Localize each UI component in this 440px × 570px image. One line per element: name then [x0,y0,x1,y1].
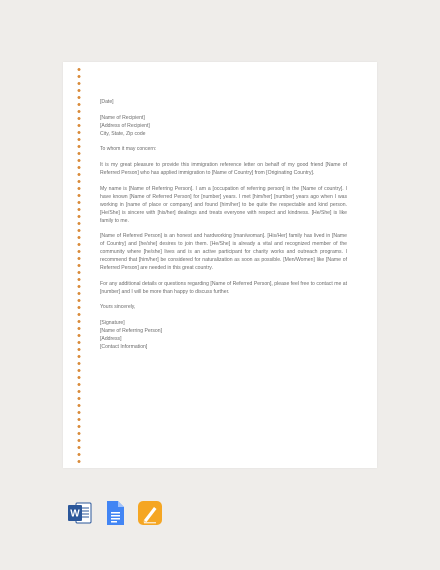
paragraph-character: [Name of Referred Person] is an honest and hardworking [man/woman]. [His/Her] family has lived in [Name of Country] and [he/she] desires to join them. [He/She] is already a vital and recognized member of the community where [he/she] lives and is an active participant for charity works and outreach programs. I recommend that [him/her] be considered for naturalization as soon as possible. [Men/Women] like [Name of Referred Person] are needed in this great country. [100,233,347,271]
letter-page [63,62,377,468]
paragraph-contact: For any additional details or questions regarding [Name of Referred Person], please feel free to contact me at [number] and I will be more than happy to discuss further. [100,280,347,295]
google-docs-icon[interactable] [102,500,128,526]
signer-contact: [Contact Information] [100,343,148,350]
closing: Yours sincerely, [100,304,136,311]
letter-date: [Date] [100,99,114,105]
paragraph-intro: It is my great pleasure to provide this immigration reference letter on behalf of my good friend [Name of Referred Person] who has applied immigration to [Name of Country] from [Originating Country]. [100,162,347,177]
recipient-address: [Address of Recipient] [100,122,150,129]
paragraph-relationship: My name is [Name of Referring Person]. I am a [occupation of referring person] in the [Name of country]. I have known [Name of Referred Person] for [number] years. I met [him/her] [number] years ago when I was working in [name of place or company] and found [him/her] to be quite the respectable and kind person. [He/She] is sincere with [his/her] dealings and treats everyone with respect and kindness. [He/She] is like family to me. [100,185,347,224]
date-block [100,99,347,107]
apple-pages-icon[interactable] [137,500,163,526]
binding-dots [77,66,81,464]
letter-body [100,99,347,360]
signature: [Signature] [100,320,125,327]
recipient-name: [Name of Recipient] [100,114,145,121]
recipient-block [100,115,347,139]
word-icon-letter: W [70,508,80,520]
salutation: To whom it may concern: [100,146,157,153]
signer-name: [Name of Referring Person] [100,328,163,335]
signer-address: [Address] [100,336,122,343]
microsoft-word-icon[interactable] [67,500,93,526]
recipient-city: City, State, Zip code [100,130,146,137]
signature-block [100,320,347,352]
